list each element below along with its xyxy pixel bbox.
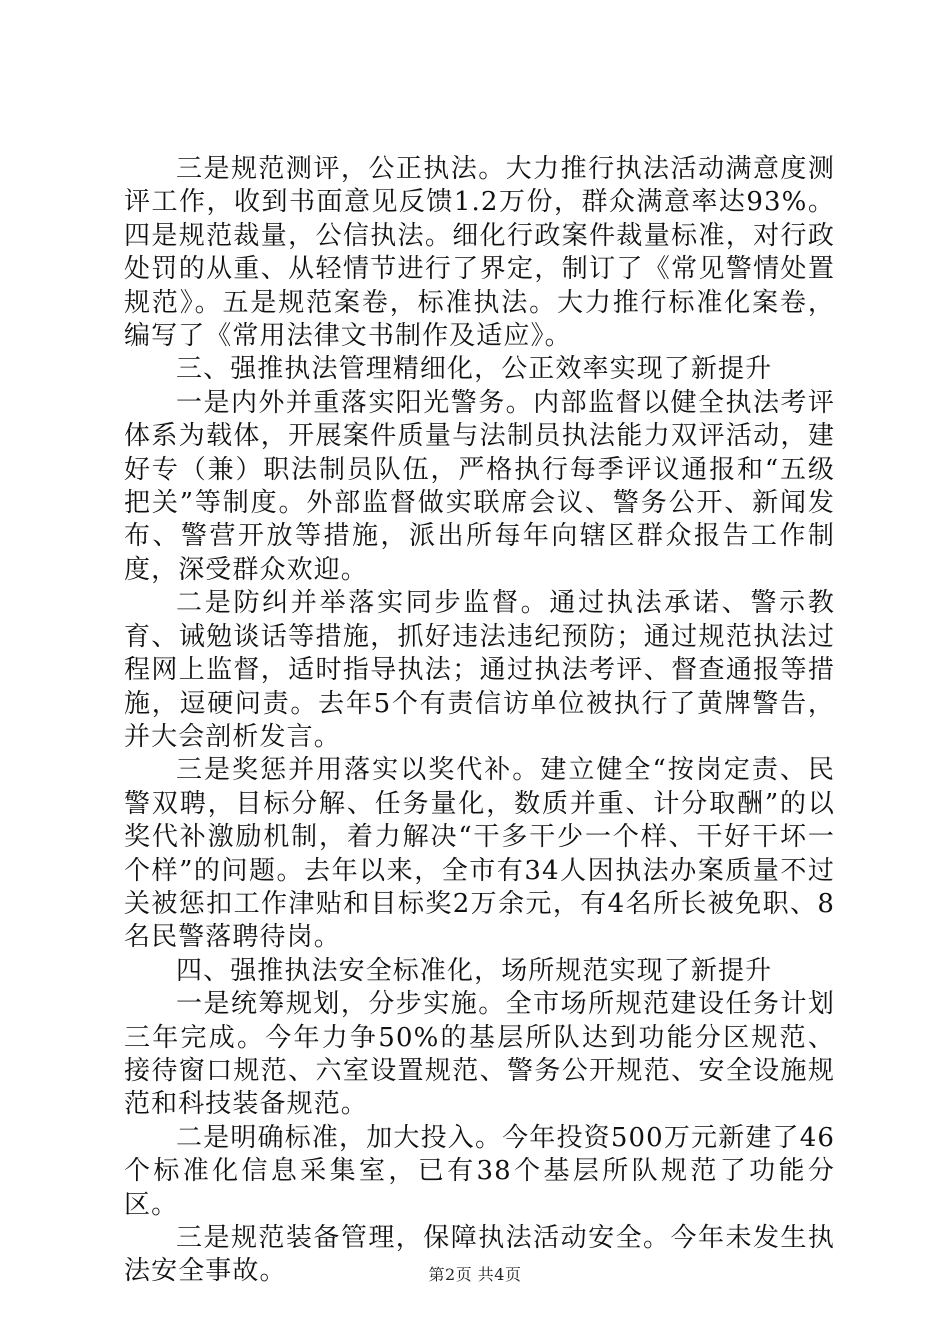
document-body bbox=[124, 153, 835, 1289]
paragraph: 三是规范测评，公正执法。大力推行执法活动满意度测评工作，收到书面意见反馈1.2万份，群众满意率达93%。四是规范裁量，公信执法。细化行政案件裁量标准，对行政处罚的从重、从轻情节进行了界定，制订了《常见警情处置规范》。五是规范案卷，标准执法。大力推行标准化案卷，编写了《常用法律文书制作及适应》。 bbox=[124, 154, 835, 352]
paragraph: 一是内外并重落实阳光警务。内部监督以健全执法考评体系为载体，开展案件质量与法制员执法能力双评活动，建好专（兼）职法制员队伍，严格执行每季评议通报和“五级把关”等制度。外部监督做实联席会议、警务公开、新闻发布、警营开放等措施，派出所每年向辖区群众报告工作制度，深受群众欢迎。 bbox=[124, 387, 835, 585]
paragraph: 二是防纠并举落实同步监督。通过执法承诺、警示教育、诫勉谈话等措施，抓好违法违纪预防；通过规范执法过程网上监督，适时指导执法；通过执法考评、督查通报等措施，逗硬问责。去年5个有责信访单位被执行了黄牌警告，并大会剖析发言。 bbox=[124, 588, 835, 752]
paragraph: 三是规范装备管理，保障执法活动安全。今年未发生执法安全事故。 bbox=[124, 1223, 835, 1287]
section-heading: 三、强推执法管理精细化，公正效率实现了新提升 bbox=[176, 354, 773, 385]
paragraph: 三是奖惩并用落实以奖代补。建立健全“按岗定责、民警双聘，目标分解、任务量化，数质并重、计分取酬”的以奖代补激励机制，着力解决“干多干少一个样、干好干坏一个样”的问题。去年以来，全市有34人因执法办案质量不过关被惩扣工作津贴和目标奖2万余元，有4名所长被免职、8名民警落聘待岗。 bbox=[124, 755, 835, 953]
page-number-footer: 第2页 共4页 bbox=[428, 1265, 522, 1284]
paragraph: 一是统筹规划，分步实施。全市场所规范建设任务计划三年完成。今年力争50%的基层所队达到功能分区规范、接待窗口规范、六室设置规范、警务公开规范、安全设施规范和科技装备规范。 bbox=[124, 989, 835, 1120]
paragraph: 二是明确标准，加大投入。今年投资500万元新建了46个标准化信息采集室，已有38个基层所队规范了功能分区。 bbox=[124, 1122, 835, 1220]
section-heading: 四、强推执法安全标准化，场所规范实现了新提升 bbox=[176, 955, 773, 986]
